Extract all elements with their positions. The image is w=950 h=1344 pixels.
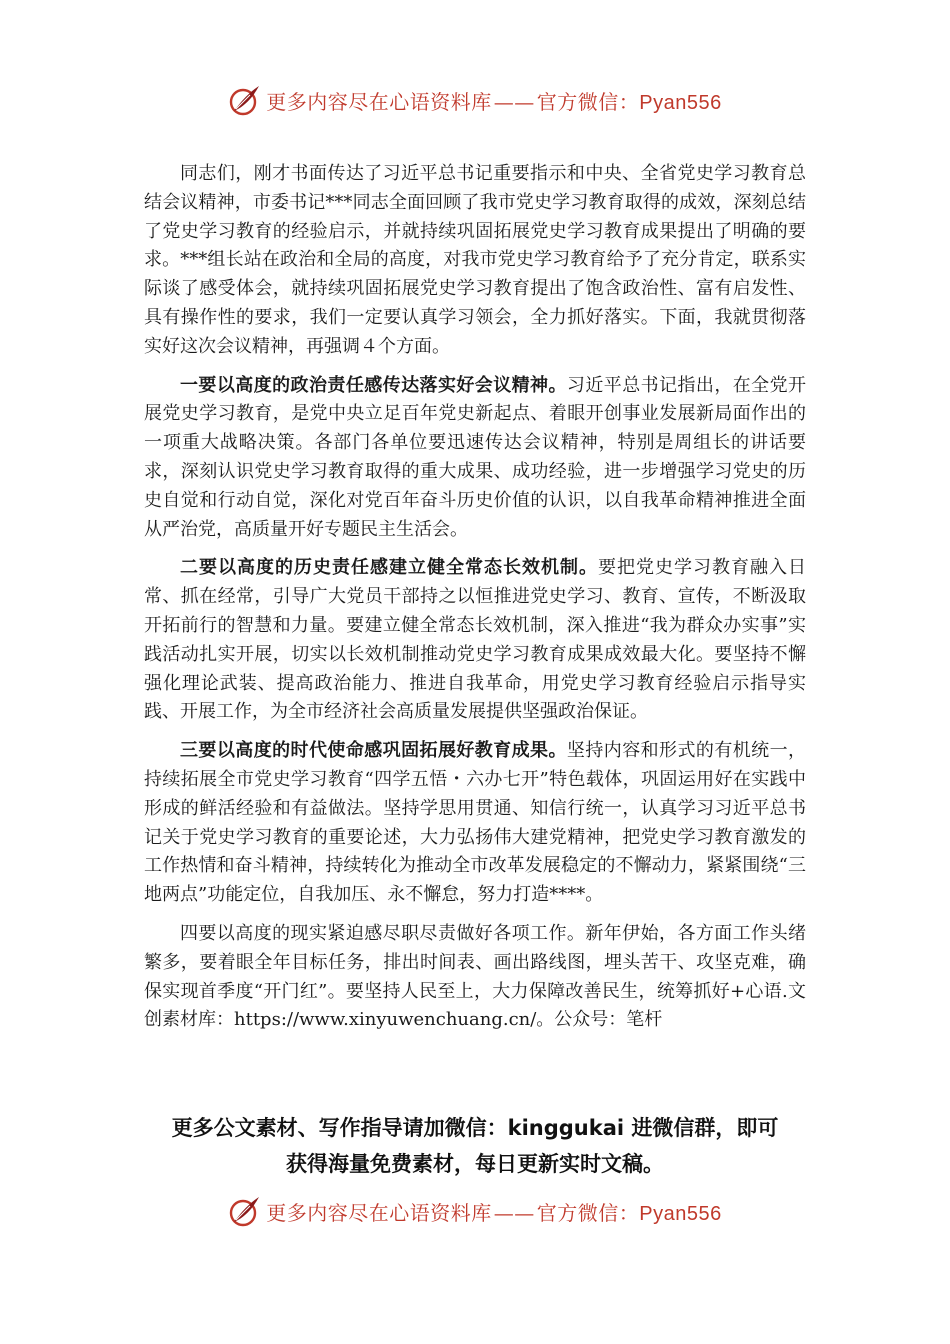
paragraph-intro <box>144 160 806 362</box>
paragraph-lead: 三要以高度的时代使命感巩固拓展好教育成果。 <box>180 740 567 762</box>
footer-banner <box>0 1189 950 1233</box>
header-banner <box>0 78 950 122</box>
banner-wechat-id: Pyan556 <box>639 91 722 114</box>
footer-promo-note <box>110 1110 840 1182</box>
banner-text <box>266 1197 721 1226</box>
paragraph-point-one <box>144 372 806 545</box>
footer-note-line2: 获得海量免费素材，每日更新实时文稿。 <box>286 1152 664 1176</box>
paragraph-text: 同志们，刚才书面传达了习近平总书记重要指示和中央、全省党史学习教育总结会议精神，市委书记***同志全面回顾了我市党史学习教育取得的成效，深刻总结了党史学习教育的经验启示，并就持续巩固拓展党史学习教育成果提出了明确的要求。***组长站在政治和全局的高度，对我市党史学习教育给予了充分肯定，联系实际谈了感受体会，就持续巩固拓展党史学习教育提出了饱含政治性、富有启发性、具有操作性的要求，我们一定要认真学习领会，全力抓好落实。下面，我就贯彻落实好这次会议精神，再强调４个方面。 <box>144 163 806 357</box>
paragraph-lead: 二要以高度的历史责任感建立健全常态长效机制。 <box>180 557 598 579</box>
paragraph-point-two <box>144 554 806 727</box>
banner-wechat-label: 官方微信： <box>536 1200 640 1225</box>
banner-wechat-id: Pyan556 <box>639 1202 722 1225</box>
paragraph-text: 坚持内容和形式的有机统一，持续拓展全市党史学习教育“四学五悟・六办七开”特色载体，巩固运用好在实践中形成的鲜活经验和有益做法。坚持学思用贯通、知信行统一，认真学习习近平总书记关于党史学习教育的重要论述，大力弘扬伟大建党精神，把党史学习教育激发的工作热情和奋斗精神，持续转化为推动全市改革发展稳定的不懈动力，紧紧围绕“三地两点”功能定位，自我加压、永不懈怠，努力打造****。 <box>144 740 807 906</box>
paragraph-point-three <box>144 737 806 910</box>
document-body <box>144 160 806 1035</box>
quill-logo-icon <box>228 1194 262 1228</box>
banner-text <box>266 86 721 115</box>
banner-slogan: 更多内容尽在心语资料库 <box>266 1200 492 1225</box>
banner-dash: —— <box>493 89 535 114</box>
banner-slogan: 更多内容尽在心语资料库 <box>266 89 492 114</box>
banner-dash: —— <box>493 1200 535 1225</box>
paragraph-text: 四要以高度的现实紧迫感尽职尽责做好各项工作。新年伊始，各方面工作头绪繁多，要着眼全年目标任务，排出时间表、画出路线图，埋头苦干、攻坚克难，确保实现首季度“开门红”。要坚持人民至上，大力保障改善民生，统筹抓好+心语.文创素材库：https://www.xinyuwenchuang.cn/。公众号：笔杆 <box>144 922 806 1031</box>
quill-logo-icon <box>228 83 262 117</box>
paragraph-text: 要把党史学习教育融入日常、抓在经常，引导广大党员干部持之以恒推进党史学习、教育、宣传，不断汲取开拓前行的智慧和力量。要建立健全常态长效机制，深入推进“我为群众办实事”实践活动扎实开展，切实以长效机制推动党史学习教育成果成效最大化。要坚持不懈强化理论武装、提高政治能力、推进自我革命，用党史学习教育经验启示指导实践、开展工作，为全市经济社会高质量发展提供坚强政治保证。 <box>144 557 806 723</box>
paragraph-text: 习近平总书记指出，在全党开展党史学习教育，是党中央立足百年党史新起点、着眼开创事业发展新局面作出的一项重大战略决策。各部门各单位要迅速传达会议精神，特别是周组长的讲话要求，深刻认识党史学习教育取得的重大成果、成功经验，进一步增强学习党史的历史自觉和行动自觉，深化对党百年奋斗历史价值的认识，以自我革命精神推进全面从严治党，高质量开好专题民主生活会。 <box>144 374 807 540</box>
paragraph-point-four <box>144 920 806 1035</box>
footer-note-line1: 更多公文素材、写作指导请加微信：kinggukai 进微信群，即可 <box>171 1116 779 1140</box>
banner-wechat-label: 官方微信： <box>536 89 640 114</box>
paragraph-lead: 一要以高度的政治责任感传达落实好会议精神。 <box>180 374 567 396</box>
